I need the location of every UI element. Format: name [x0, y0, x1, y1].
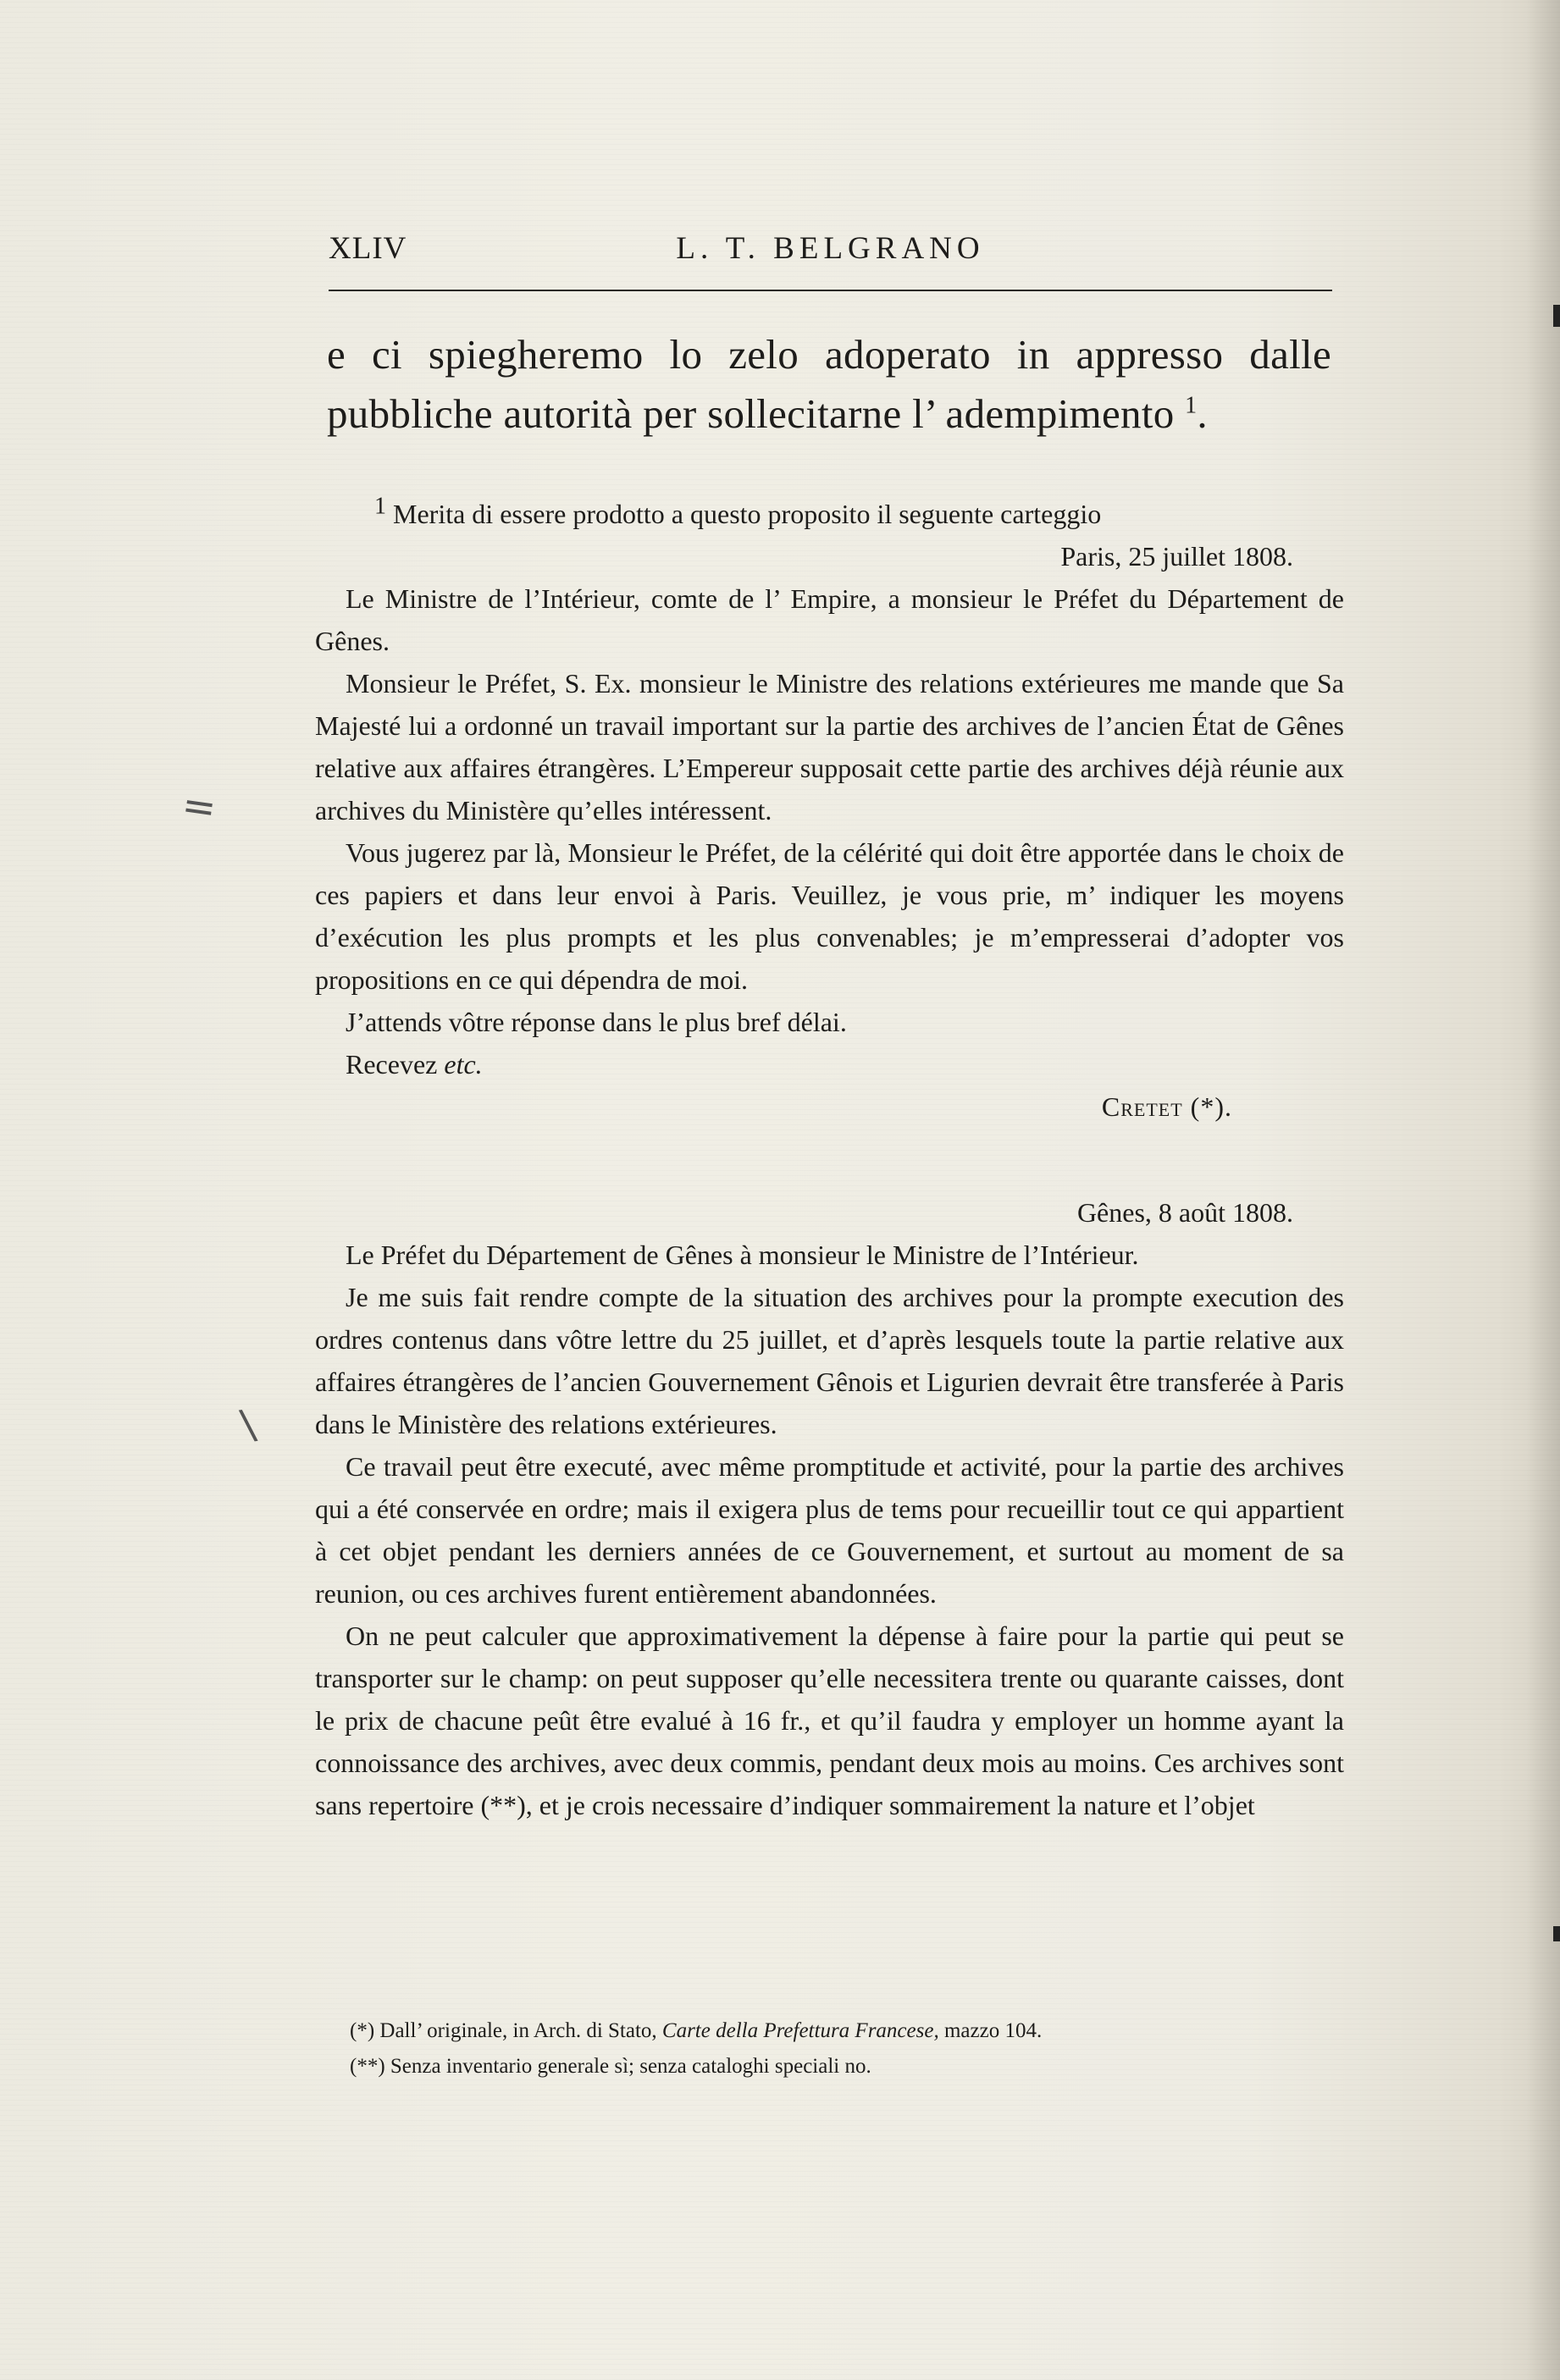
footnote-reference: 1	[1185, 392, 1198, 419]
footnote-1-mark: (*)	[350, 2019, 375, 2042]
footnote-1	[350, 2013, 1298, 2049]
letter-2-heading: Le Préfet du Département de Gênes à monsieur le Ministre de l’Intérieur.	[346, 1240, 1139, 1270]
footnote-2-mark: (**)	[350, 2055, 385, 2078]
footnote-2-text: Senza inventario generale sì; senza cataloghi speciali no.	[390, 2055, 871, 2078]
footnote-1-text: mazzo 104.	[943, 2019, 1043, 2042]
page-edge-shadow	[1526, 0, 1560, 2380]
letter-2	[315, 1191, 1344, 1826]
edge-mark	[1553, 1926, 1560, 1941]
main-text-line-content: pubbliche autorità per sollecitarne l’ adempimento	[327, 390, 1175, 437]
letter-1	[315, 535, 1344, 1128]
letter-1-heading: Le Ministre de l’Intérieur, comte de l’ Empire, a monsieur le Préfet du Département de Gênes.	[315, 583, 1344, 656]
letter-2-dateline: Gênes, 8 août 1808.	[1076, 1197, 1293, 1228]
footnote-1-text: Dall’ originale, in Arch. di Stato,	[379, 2019, 657, 2042]
main-text	[327, 325, 1331, 444]
edge-mark	[1553, 305, 1560, 327]
page-header	[329, 230, 1332, 273]
main-text-line: e ci spiegheremo lo zelo adoperato in appresso dalle	[327, 331, 1331, 378]
letter-1-paragraph: Vous jugerez par là, Monsieur le Préfet, de la célérité qui doit être apportée dans le choix de ces papiers et dans leur envoi à Paris. Veuillez, je vous prie, m’ indiquer les moyens d’exécution les plus prompts et les plus convenables; je m’empresserai d’adopter vos propositions en ce qui dépendra de moi.	[315, 837, 1344, 995]
letter-2-paragraph: Je me suis fait rendre compte de la situation des archives pour la prompte execution des ordres contenus dans vôtre lettre du 25 juillet, et d’après lesquels toute la partie relative aux affaires étrangères de l’ancien Gouvernement Gênois et Ligurien devrait être transferée à Paris dans le Ministère des relations extérieures.	[315, 1282, 1344, 1439]
footnote-marker: 1	[374, 493, 386, 520]
letter-1-closing	[315, 1043, 1344, 1085]
letter-2-paragraph: Ce travail peut être executé, avec même promptitude et activité, pour la partie des archives qui a été conservée en ordre; mais il exigera plus de tems pour recueillir tout ce qui appartient à cet objet pendant les derniers années de ce Gouvernement, et surtout au moment de sa reunion, ou ces archives furent entièrement abandonnées.	[315, 1451, 1344, 1609]
running-head: L. T. BELGRANO	[676, 231, 985, 266]
footnotes	[350, 2013, 1298, 2085]
letter-2-paragraph: On ne peut calculer que approximativement la dépense à faire pour la partie qui peut se transporter sur le champ: on peut supposer qu’elle necessitera trente ou quarante caisses, dont le prix de chacune peût être evalué à 16 fr., et qu’il faudra y employer un homme ayant la connoissance des archives, avec deux commis, pendant deux mois au moins. Ces archives sont sans repertoire (**), et je crois necessaire d’indiquer sommairement la nature et l’objet	[315, 1621, 1344, 1820]
letter-1-signature: Cretet (*).	[1101, 1091, 1232, 1122]
footnote-2	[350, 2049, 1298, 2085]
pencil-margin-mark: =	[179, 781, 219, 833]
closing-etc: etc.	[444, 1049, 483, 1080]
footnote-1-title: Carte della Prefettura Francese,	[661, 2019, 939, 2042]
letter-1-paragraph: Monsieur le Préfet, S. Ex. monsieur le Ministre des relations extérieures me mande que Sa Majesté lui a ordonné un travail important sur la partie des archives de l’ancien État de Gênes relative aux affaires étrangères. L’Empereur supposait cette partie des archives déjà réunie aux archives du Ministère qu’elles intéressent.	[315, 668, 1344, 826]
footnote-intro-text: Merita di essere prodotto a questo proposito il seguente carteggio	[393, 499, 1102, 529]
letter-1-dateline: Paris, 25 juillet 1808.	[1060, 541, 1293, 572]
pencil-margin-mark: \	[237, 1400, 259, 1450]
main-text-line: pubbliche autorità per sollecitarne l’ adempimento $^1$.	[327, 390, 1208, 437]
folio-number: XLIV	[329, 231, 407, 266]
header-rule	[329, 290, 1332, 291]
closing-text: Recevez	[346, 1049, 438, 1080]
letter-1-paragraph: J’attends vôtre réponse dans le plus bref délai.	[346, 1007, 847, 1037]
footnote-intro	[315, 493, 1344, 535]
